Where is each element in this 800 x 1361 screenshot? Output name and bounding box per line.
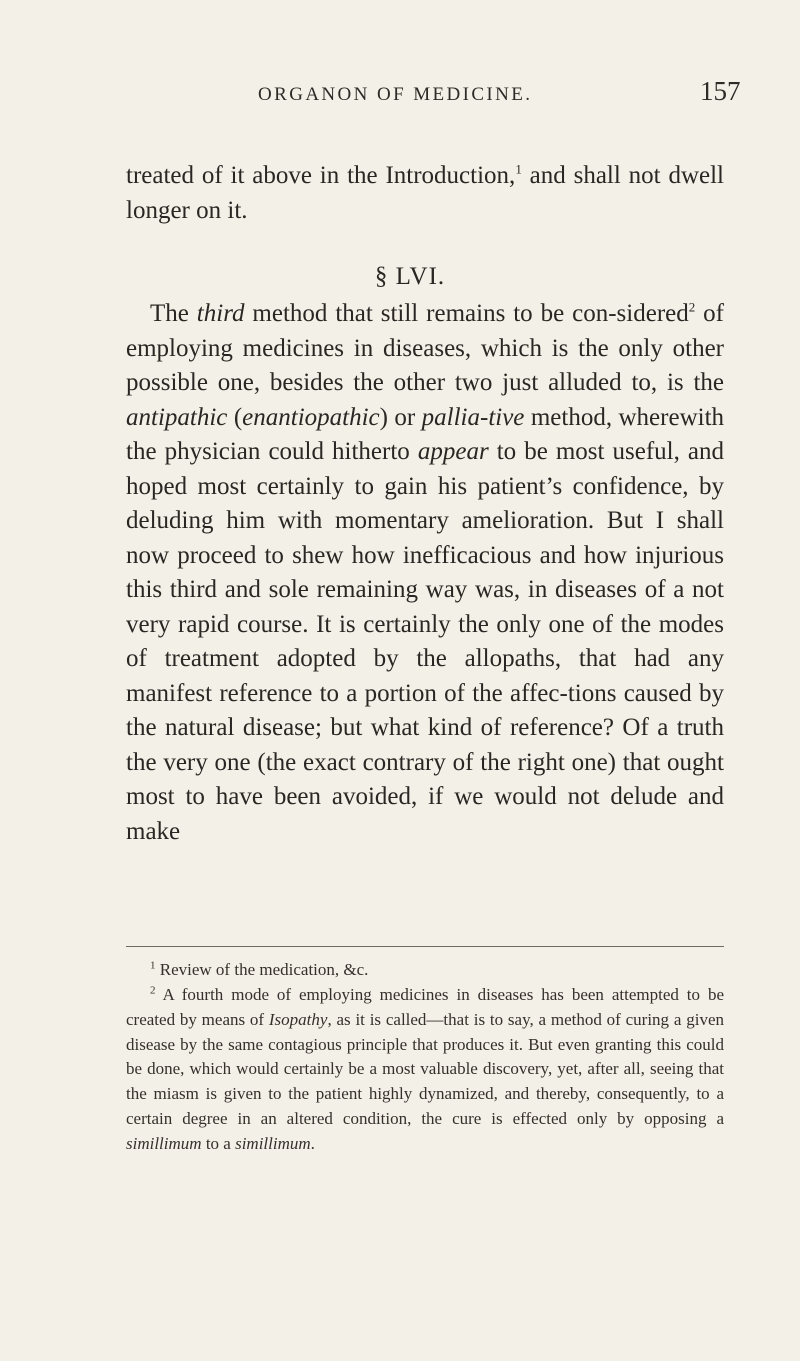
text-run: ( [227,403,243,431]
text-run: of employing medicines in diseases, which is the only other possible one, besides the other two just alluded to, is the [126,300,724,396]
text-run: and shall not dwell longer on it. [126,162,724,224]
footnote-text: to a [201,1133,236,1153]
footnote-text: . [310,1133,315,1153]
running-head: ORGANON OF MEDICINE. [258,84,533,105]
footnote-text: A fourth mode of employing medicines in diseases has been attempted to be created by means of [126,985,724,1029]
text-run: The [150,300,197,327]
footnote-ref-1: 1 [515,161,522,177]
section-heading: § LVI. [374,263,446,290]
footnote-marker: 2 [150,984,156,997]
emphasis-enantiopathic: enantiopathic [242,403,380,431]
paragraph-section-56 [126,297,724,849]
text-run: to be most useful, and hoped most certainly to gain his patient’s confidence, by deluding him with momentary amelioration. But I shall now proceed to shew how inefficacious and how injurious this third and sole remaining way was, in diseases of a not very rapid course. It is certainly the only one of the modes of treatment adopted by the allopaths, that had any manifest reference to a portion of the affec-tions caused by the natural disease; but what kind of reference? Of a truth the very one (the exact contrary of the right one) that ought most to have been avoided, if we would not delude and make [126,438,725,845]
emphasis-palliative: pallia-tive [421,403,525,431]
text-run: method, wherewith the physician could hitherto [126,403,725,465]
paragraph-continuation [126,159,724,228]
emphasis-isopathy: Isopathy [268,1009,328,1029]
footnote-divider [126,946,724,947]
page-number: 157 [700,76,741,106]
footnote-ref-2: 2 [688,299,696,315]
text-run: ) or [379,403,422,431]
text-run: method that still remains to be con-sidered [244,300,689,327]
footnote-marker: 1 [150,959,156,972]
emphasis-third: third [196,300,245,327]
text-run: treated of it above in the Introduction, [126,162,516,189]
emphasis-appear: appear [417,438,489,465]
emphasis-simillimum: simillimum [235,1133,311,1153]
emphasis-simillimum: simillimum [126,1133,202,1153]
footnote-2 [126,983,724,1157]
footnote-text: , as it is called—that is to say, a method of curing a given disease by the same contagious principle that produces it. But even granting this could be done, which would certainly be a most valuable discovery, yet, after all, seeing that the miasm is given to the patient highly dynamized, and thereby, consequently, to a certain degree in an altered condition, the cure is effected only by opposing a [126,1009,724,1128]
footnote-text: Review of the medication, &c. [155,960,369,979]
emphasis-antipathic: antipathic [126,403,228,431]
footnote-1 [126,958,724,983]
